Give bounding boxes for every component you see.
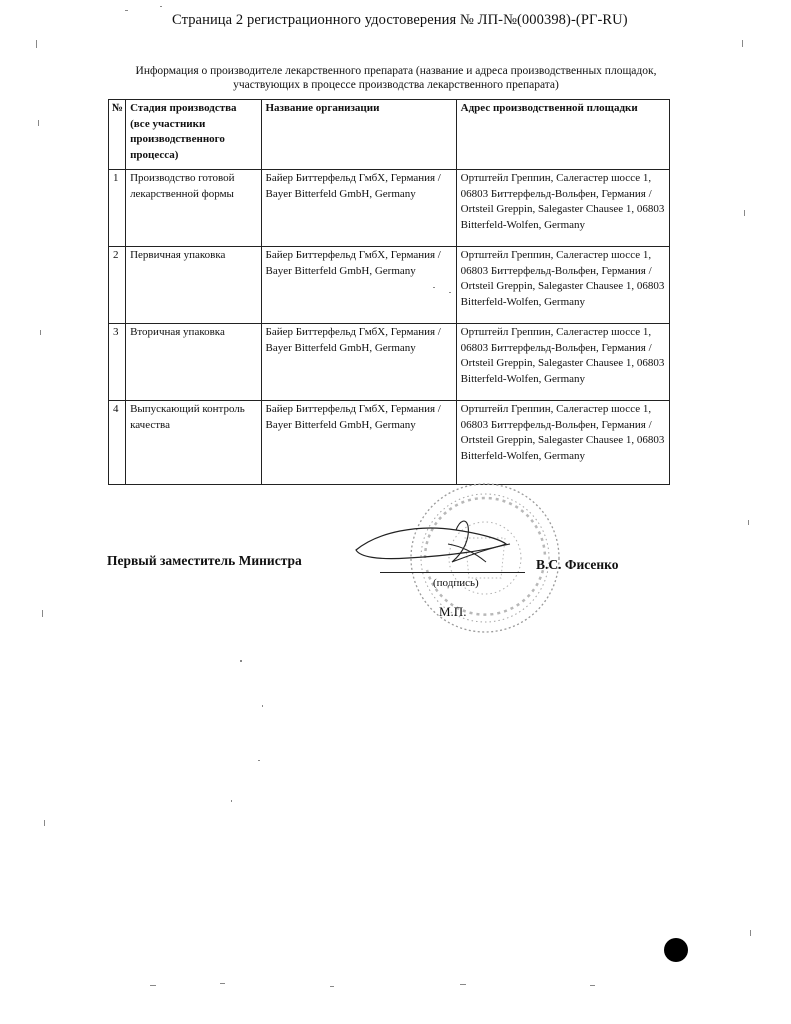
row-number: 4 — [109, 401, 126, 485]
page-title: Страница 2 регистрационного удостоверения № ЛП-№(000398)-(РГ-RU) — [172, 12, 628, 28]
row-address: Ортштейл Греппин, Салегастер шоссе 1, 06803 Биттерфельд-Вольфен, Германия / Ortsteil Greppin, Salegaster Chausee 1, 06803 Bitterfeld-Wolfen, Germany — [456, 170, 669, 247]
row-organization: Байер Биттерфельд ГмбХ, Германия / Bayer Bitterfeld GmbH, Germany — [261, 247, 456, 324]
signer-position: Первый заместитель Министра — [107, 553, 302, 568]
stamp-place-label: М.П. — [439, 604, 467, 619]
row-stage: Производство готовой лекарственной формы — [126, 170, 261, 247]
signer-name: В.С. Фисенко — [536, 557, 619, 572]
row-organization: Байер Биттерфельд ГмбХ, Германия / Bayer Bitterfeld GmbH, Germany — [261, 401, 456, 485]
row-address: Ортштейл Греппин, Салегастер шоссе 1, 06803 Биттерфельд-Вольфен, Германия / Ortsteil Greppin, Salegaster Chausee 1, 06803 Bitterfeld-Wolfen, Germany — [456, 401, 669, 485]
row-number: 1 — [109, 170, 126, 247]
row-stage: Первичная упаковка — [126, 247, 261, 324]
row-organization: Байер Биттерфельд ГмбХ, Германия / Bayer Bitterfeld GmbH, Germany — [261, 324, 456, 401]
row-number: 3 — [109, 324, 126, 401]
row-address: Ортштейл Греппин, Салегастер шоссе 1, 06803 Биттерфельд-Вольфен, Германия / Ortsteil Greppin, Salegaster Chausee 1, 06803 Bitterfeld-Wolfen, Germany — [456, 247, 669, 324]
header-number: № — [109, 100, 126, 170]
header-stage: Стадия производства (все участники производственного процесса) — [126, 100, 261, 170]
info-title: Информация о производителе лекарственного препарата (название и адреса производственных площадок, участвующих в процессе производства лекарственного препарата) — [135, 65, 657, 91]
header-address: Адрес производственной площадки — [456, 100, 669, 170]
signature-caption: (подпись) — [433, 577, 479, 589]
row-organization: Байер Биттерфельд ГмбХ, Германия / Bayer Bitterfeld GmbH, Germany — [261, 170, 456, 247]
header-organization: Название организации — [261, 100, 456, 170]
row-stage: Вторичная упаковка — [126, 324, 261, 401]
punch-hole-dot-icon — [664, 938, 688, 962]
row-stage: Выпускающий контроль качества — [126, 401, 261, 485]
row-number: 2 — [109, 247, 126, 324]
row-address: Ортштейл Греппин, Салегастер шоссе 1, 06803 Биттерфельд-Вольфен, Германия / Ortsteil Greppin, Salegaster Chausee 1, 06803 Bitterfeld-Wolfen, Germany — [456, 324, 669, 401]
